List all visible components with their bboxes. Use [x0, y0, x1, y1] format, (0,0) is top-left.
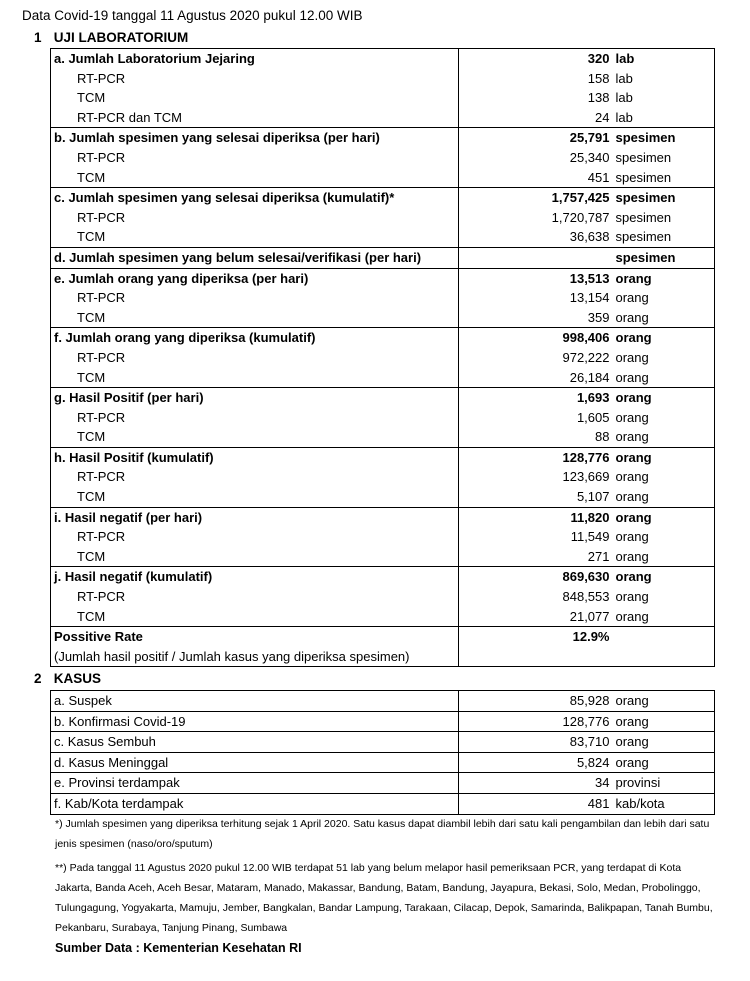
table-row — [51, 752, 715, 773]
section-number: 1 — [34, 30, 42, 45]
row-value: 24 — [459, 108, 616, 128]
table-row — [51, 388, 715, 408]
table-row — [51, 732, 715, 753]
row-value: 88 — [459, 427, 616, 447]
table-row — [51, 328, 715, 348]
row-value: 848,553 — [459, 587, 616, 607]
row-value: 13,513 — [459, 268, 616, 288]
row-label: h. Hasil Positif (kumulatif) — [51, 447, 459, 467]
row-unit: orang — [616, 732, 715, 753]
table-row — [51, 408, 715, 428]
table-row — [51, 467, 715, 487]
table-row — [51, 288, 715, 308]
table-row — [51, 88, 715, 108]
row-value: 11,820 — [459, 507, 616, 527]
table-row — [51, 567, 715, 587]
row-value: 1,605 — [459, 408, 616, 428]
row-value: 869,630 — [459, 567, 616, 587]
row-unit: orang — [616, 487, 715, 507]
row-value: 1,757,425 — [459, 188, 616, 208]
row-label: TCM — [51, 607, 459, 627]
row-label: TCM — [51, 487, 459, 507]
table-row — [51, 148, 715, 168]
row-unit: orang — [616, 711, 715, 732]
row-label: RT-PCR — [51, 587, 459, 607]
row-unit: lab — [616, 49, 715, 69]
row-label: (Jumlah hasil positif / Jumlah kasus yang diperiksa spesimen) — [51, 647, 459, 667]
row-unit: lab — [616, 69, 715, 89]
row-label: a. Suspek — [51, 691, 459, 712]
section-title: KASUS — [53, 671, 102, 686]
row-value: 1,720,787 — [459, 208, 616, 228]
row-unit: orang — [616, 752, 715, 773]
row-unit: orang — [616, 328, 715, 348]
row-value: 481 — [459, 793, 616, 814]
table-row — [51, 368, 715, 388]
row-value: 25,791 — [459, 128, 616, 148]
table-row — [51, 773, 715, 794]
row-value: 85,928 — [459, 691, 616, 712]
row-label: RT-PCR dan TCM — [51, 108, 459, 128]
table-row — [51, 527, 715, 547]
section-title: UJI LABORATORIUM — [53, 30, 189, 45]
row-unit: spesimen — [616, 188, 715, 208]
row-label: RT-PCR — [51, 527, 459, 547]
table-row — [51, 587, 715, 607]
row-unit: orang — [616, 567, 715, 587]
row-label: RT-PCR — [51, 288, 459, 308]
row-value: 972,222 — [459, 348, 616, 368]
row-label: TCM — [51, 168, 459, 188]
cases-table — [50, 690, 715, 815]
table-row — [51, 348, 715, 368]
row-unit: orang — [616, 368, 715, 388]
row-label: RT-PCR — [51, 208, 459, 228]
row-value: 83,710 — [459, 732, 616, 753]
row-value: 320 — [459, 49, 616, 69]
table-row — [51, 49, 715, 69]
row-value: 13,154 — [459, 288, 616, 308]
row-label: e. Jumlah orang yang diperiksa (per hari) — [51, 268, 459, 288]
row-label: f. Jumlah orang yang diperiksa (kumulatif) — [51, 328, 459, 348]
row-label: TCM — [51, 547, 459, 567]
row-label: TCM — [51, 88, 459, 108]
row-unit — [616, 627, 715, 647]
table-row — [51, 308, 715, 328]
footnote-specimen: *) Jumlah spesimen yang diperiksa terhitung sejak 1 April 2020. Satu kasus dapat diambil lebih dari satu kali pengambilan dan lebih dari satu jenis spesimen (naso/oro/sputum) — [55, 818, 710, 850]
section-heading-kasus — [34, 671, 101, 686]
table-row — [51, 607, 715, 627]
row-label: d. Jumlah spesimen yang belum selesai/verifikasi (per hari) — [51, 247, 459, 268]
row-unit: spesimen — [616, 168, 715, 188]
lab-test-table — [50, 48, 715, 667]
row-label: b. Konfirmasi Covid-19 — [51, 711, 459, 732]
row-unit — [616, 647, 715, 667]
row-label: RT-PCR — [51, 408, 459, 428]
section-heading-laboratorium — [34, 30, 188, 45]
row-value: 158 — [459, 69, 616, 89]
row-unit: orang — [616, 308, 715, 328]
table-row — [51, 208, 715, 228]
row-label: e. Provinsi terdampak — [51, 773, 459, 794]
row-value: 12.9% — [459, 627, 616, 647]
table-row — [51, 691, 715, 712]
row-unit: orang — [616, 288, 715, 308]
row-value: 34 — [459, 773, 616, 794]
table-row — [51, 69, 715, 89]
row-value: 451 — [459, 168, 616, 188]
row-unit: orang — [616, 507, 715, 527]
row-value: 359 — [459, 308, 616, 328]
row-label: d. Kasus Meninggal — [51, 752, 459, 773]
row-label: j. Hasil negatif (kumulatif) — [51, 567, 459, 587]
row-value: 1,693 — [459, 388, 616, 408]
section-number: 2 — [34, 671, 42, 686]
table-row — [51, 793, 715, 814]
row-label: b. Jumlah spesimen yang selesai diperiksa (per hari) — [51, 128, 459, 148]
table-row — [51, 247, 715, 268]
row-unit: spesimen — [616, 247, 715, 268]
row-label: RT-PCR — [51, 348, 459, 368]
row-label: c. Kasus Sembuh — [51, 732, 459, 753]
table-row — [51, 427, 715, 447]
table-row — [51, 108, 715, 128]
row-label: TCM — [51, 368, 459, 388]
row-label: c. Jumlah spesimen yang selesai diperiksa (kumulatif)* — [51, 188, 459, 208]
row-unit: kab/kota — [616, 793, 715, 814]
row-value: 271 — [459, 547, 616, 567]
row-value: 998,406 — [459, 328, 616, 348]
row-label: RT-PCR — [51, 467, 459, 487]
row-label: TCM — [51, 308, 459, 328]
row-value: 25,340 — [459, 148, 616, 168]
table-row — [51, 268, 715, 288]
row-unit: orang — [616, 348, 715, 368]
table-row — [51, 128, 715, 148]
table-row — [51, 647, 715, 667]
row-unit: lab — [616, 88, 715, 108]
row-value: 138 — [459, 88, 616, 108]
row-value — [459, 247, 616, 268]
row-value: 123,669 — [459, 467, 616, 487]
row-value: 11,549 — [459, 527, 616, 547]
table-row — [51, 711, 715, 732]
row-value: 5,107 — [459, 487, 616, 507]
row-unit: orang — [616, 547, 715, 567]
row-label: g. Hasil Positif (per hari) — [51, 388, 459, 408]
row-unit: spesimen — [616, 208, 715, 228]
row-unit: orang — [616, 691, 715, 712]
table-row — [51, 447, 715, 467]
table-row — [51, 227, 715, 247]
table-row — [51, 487, 715, 507]
row-unit: provinsi — [616, 773, 715, 794]
row-unit: orang — [616, 447, 715, 467]
row-unit: orang — [616, 408, 715, 428]
row-value: 36,638 — [459, 227, 616, 247]
row-unit: orang — [616, 268, 715, 288]
row-value: 5,824 — [459, 752, 616, 773]
row-unit: spesimen — [616, 227, 715, 247]
row-unit: orang — [616, 587, 715, 607]
row-value: 26,184 — [459, 368, 616, 388]
footnote-unreported-labs: **) Pada tanggal 11 Agustus 2020 pukul 12.00 WIB terdapat 51 lab yang belum melapor hasil pemeriksaan PCR, yang terdapat di Kota Jakarta, Banda Aceh, Aceh Besar, Mataram, Manado, Makassar, Bandung, Batam, Bandung, Jayapura, Bekasi, Solo, Medan, Probolinggo, Tulungagung, Yogyakarta, Mamuju, Jember, Bangkalan, Bandar Lampung, Tarakaan, Cilacap, Depok, Samarinda, Balikpapan, Tanah Bumbu, Pekanbaru, Surabaya, Tanjung Pinang, Sumbawa — [55, 862, 713, 934]
row-unit: orang — [616, 467, 715, 487]
row-label: i. Hasil negatif (per hari) — [51, 507, 459, 527]
data-source: Sumber Data : Kementerian Kesehatan RI — [55, 941, 302, 955]
row-value: 128,776 — [459, 447, 616, 467]
table-row — [51, 188, 715, 208]
table-row — [51, 547, 715, 567]
row-label: TCM — [51, 427, 459, 447]
row-unit: spesimen — [616, 128, 715, 148]
row-label: Possitive Rate — [51, 627, 459, 647]
row-unit: spesimen — [616, 148, 715, 168]
report-title: Data Covid-19 tanggal 11 Agustus 2020 pukul 12.00 WIB — [22, 8, 363, 23]
row-unit: orang — [616, 527, 715, 547]
row-label: TCM — [51, 227, 459, 247]
row-label: RT-PCR — [51, 148, 459, 168]
row-value — [459, 647, 616, 667]
table-row — [51, 168, 715, 188]
row-label: f. Kab/Kota terdampak — [51, 793, 459, 814]
table-row — [51, 627, 715, 647]
row-unit: orang — [616, 427, 715, 447]
row-unit: orang — [616, 607, 715, 627]
row-unit: orang — [616, 388, 715, 408]
table-row — [51, 507, 715, 527]
row-unit: lab — [616, 108, 715, 128]
row-label: a. Jumlah Laboratorium Jejaring — [51, 49, 459, 69]
row-label: RT-PCR — [51, 69, 459, 89]
row-value: 21,077 — [459, 607, 616, 627]
row-value: 128,776 — [459, 711, 616, 732]
